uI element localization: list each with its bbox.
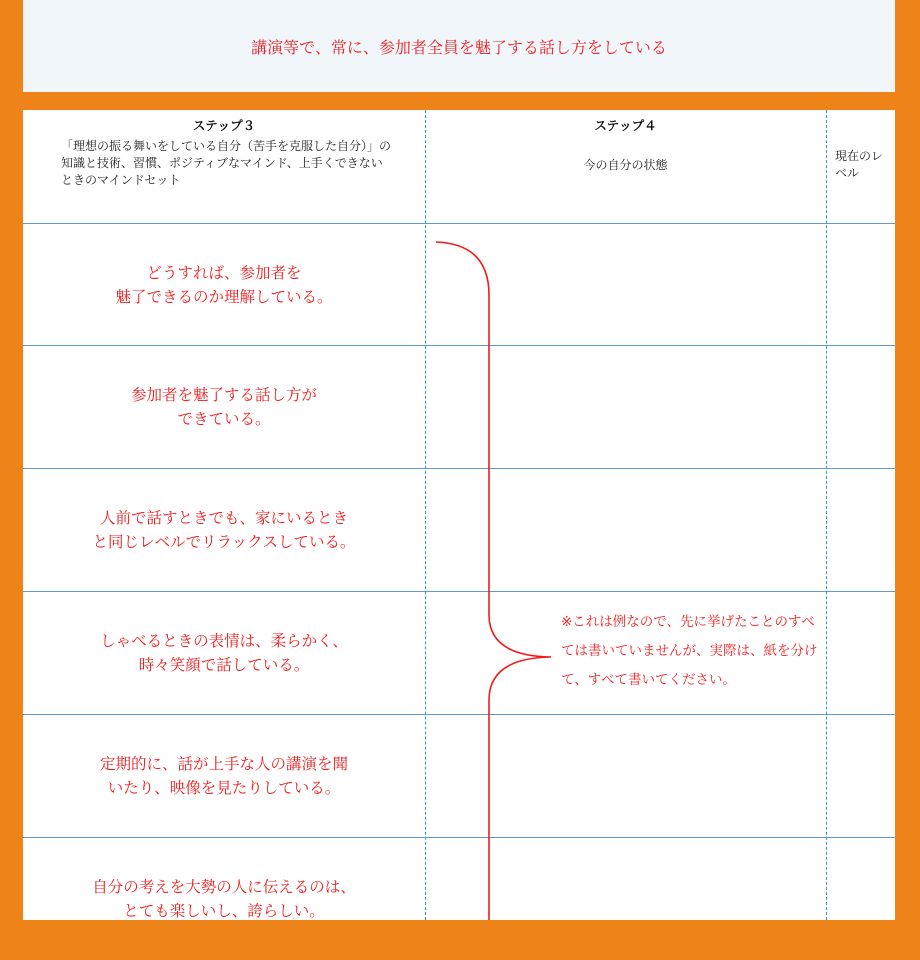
- step3-item-3: 人前で話すときでも、家にいるとき と同じレベルでリラックスしている。: [92, 509, 356, 551]
- example-note: ※これは例なので、先に挙げたことのすべては書いていませんが、実際は、紙を分けて、すべて書いてください。: [561, 614, 818, 688]
- step3-item-1: どうすれば、参加者を 魅了できるのか理解している。: [115, 263, 333, 306]
- step4-header-description: 今の自分の状態: [583, 158, 668, 172]
- step3-item-4: しゃべるときの表情は、柔らかく、 時々笑顔で話している。: [100, 632, 348, 674]
- step3-header-description: 「理想の振る舞いをしている自分（苦手を克服した自分）」の知識と技術、習慣、ポジティブなマインド、上手くできないときのマインドセット: [61, 139, 392, 187]
- step3-item-2: 参加者を魅了する話し方が できている。: [130, 386, 317, 428]
- step3-item-5: 定期的に、話が上手な人の講演を聞 いたり、映像を見たりしている。: [99, 755, 348, 797]
- worksheet-table: [23, 110, 895, 920]
- curly-brace-icon: [23, 110, 895, 920]
- step3-header-title: ステップ３: [192, 118, 256, 133]
- step4-header-title: ステップ４: [594, 118, 657, 133]
- level-header: 現在のレベル: [835, 149, 884, 180]
- step3-item-6: 自分の考えを大勢の人に伝えるのは、 とても楽しいし、誇らしい。: [92, 878, 356, 920]
- top-banner: [23, 0, 895, 92]
- top-banner-text: 講演等で、常に、参加者全員を魅了する話し方をしている: [251, 37, 667, 57]
